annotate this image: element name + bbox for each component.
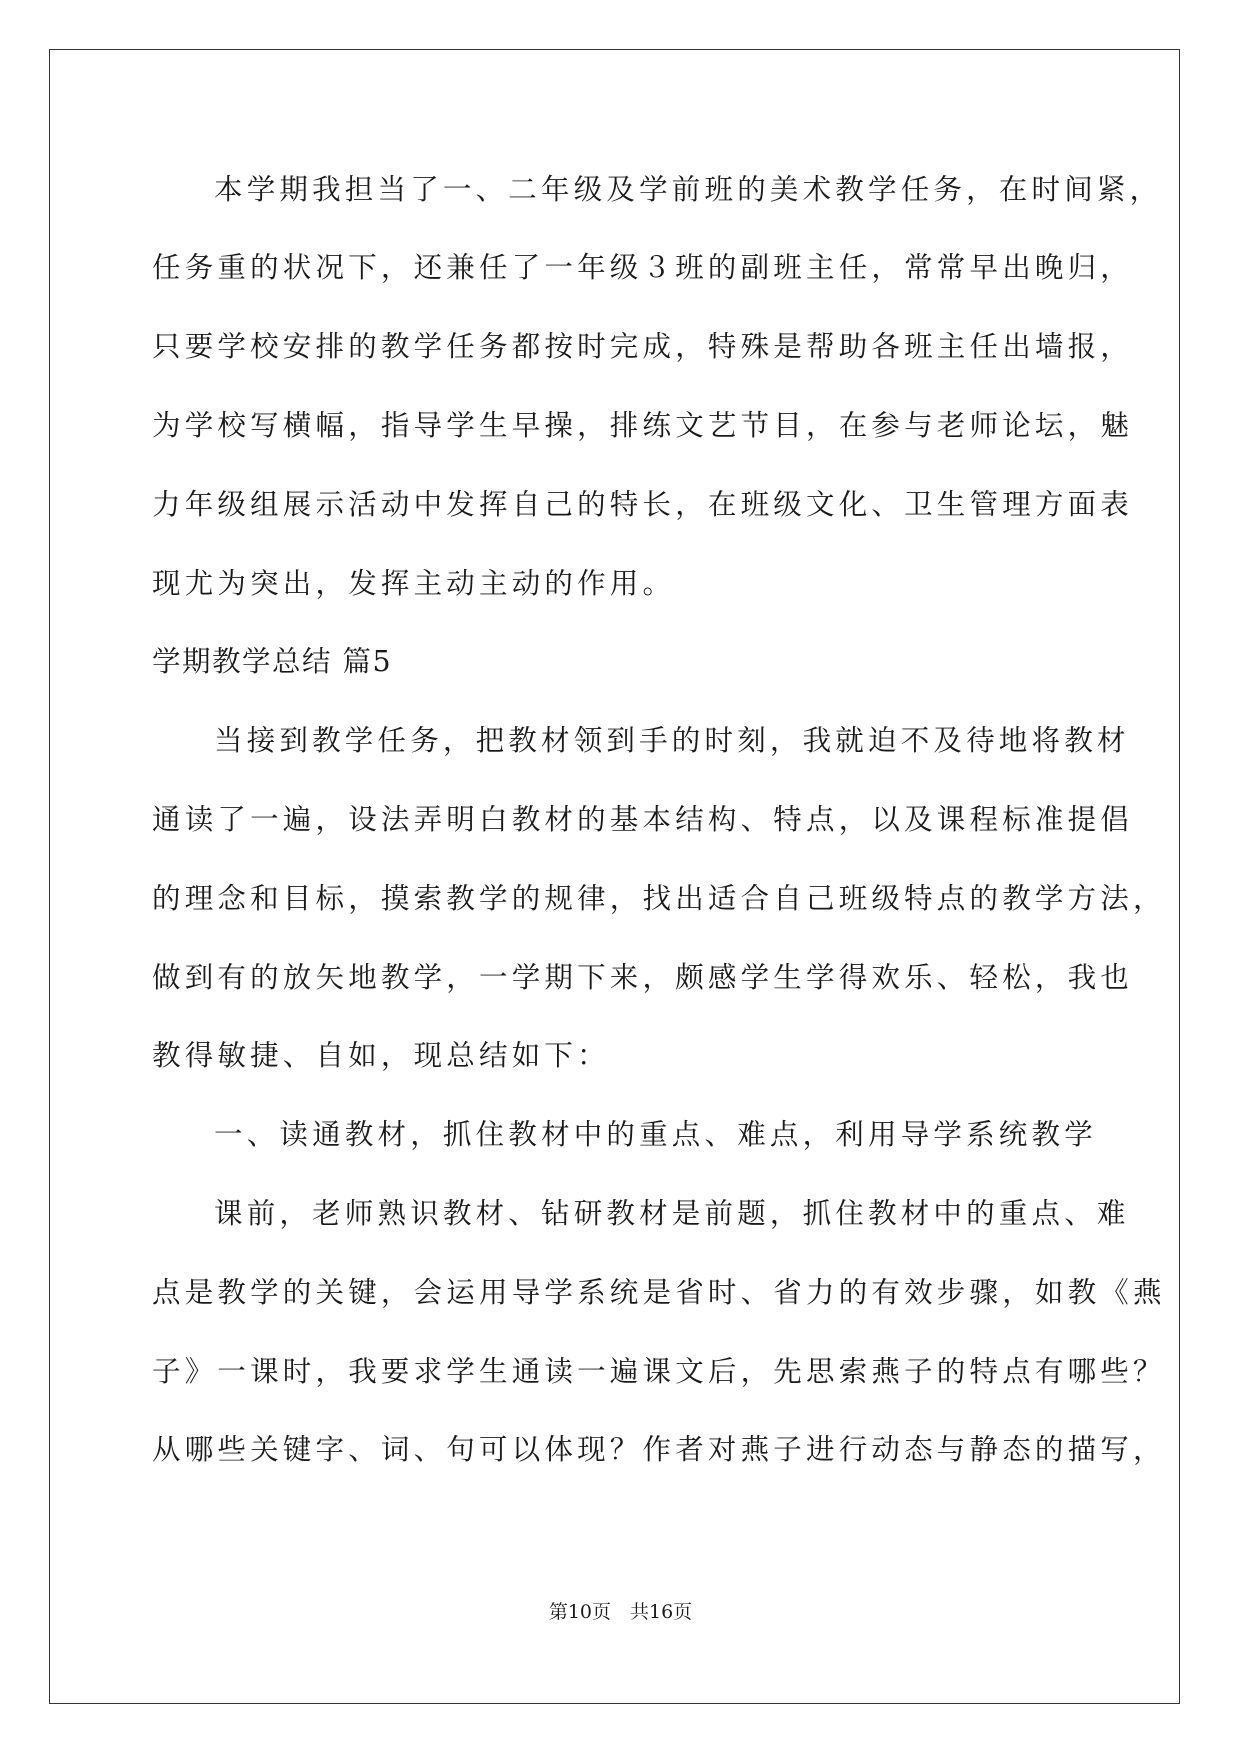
paragraph-2-line-5: 教得敏捷、自如，现总结如下： [152,1039,610,1072]
paragraph-2-line-4: 做到有的放矢地教学，一学期下来，颇感学生学得欢乐、轻松，我也 [152,961,1134,994]
section-heading: 学期教学总结 篇5 [152,645,393,678]
paragraph-1-line-1: 本学期我担当了一、二年级及学前班的美术教学任务，在时间紧， [214,173,1163,206]
page-number-footer: 第10页 共16页 [548,1601,693,1623]
subheading-1: 一、读通教材，抓住教材中的重点、难点，利用导学系统教学 [214,1118,1097,1151]
paragraph-1-line-4: 为学校写横幅，指导学生早操，排练文艺节目，在参与老师论坛，魅 [152,409,1134,442]
paragraph-3-line-1: 课前，老师熟识教材、钻研教材是前题，抓住教材中的重点、难 [214,1197,1130,1230]
paragraph-1-line-5: 力年级组展示活动中发挥自己的特长，在班级文化、卫生管理方面表 [152,488,1134,521]
paragraph-3-line-3: 子》一课时，我要求学生通读一遍课文后，先思索燕子的特点有哪些？ [152,1355,1166,1388]
paragraph-2-line-2: 通读了一遍，设法弄明白教材的基本结构、特点，以及课程标准提倡 [152,803,1134,836]
paragraph-1-line-2: 任务重的状况下，还兼任了一年级３班的副班主任，常常早出晚归， [152,251,1134,284]
paragraph-1-line-3: 只要学校安排的教学任务都按时完成，特殊是帮助各班主任出墙报， [152,330,1134,363]
paragraph-2-line-1: 当接到教学任务，把教材领到手的时刻，我就迫不及待地将教材 [214,724,1130,757]
paragraph-2-line-3: 的理念和目标，摸索教学的规律，找出适合自己班级特点的教学方法， [152,882,1166,915]
paragraph-1-line-6: 现尤为突出，发挥主动主动的作用。 [152,567,676,600]
paragraph-3-line-4: 从哪些关键字、词、句可以体现？作者对燕子进行动态与静态的描写， [152,1433,1166,1466]
paragraph-3-line-2: 点是教学的关键，会运用导学系统是省时、省力的有效步骤，如教《燕 [152,1276,1166,1309]
